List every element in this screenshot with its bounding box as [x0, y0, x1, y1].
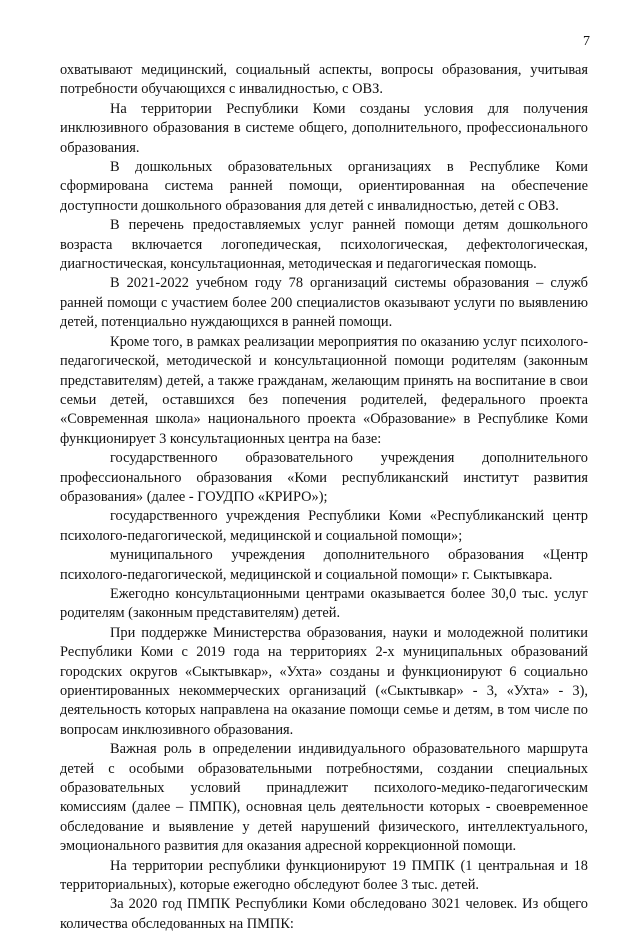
- paragraph-12: Важная роль в определении индивидуального образовательного маршрута детей с особыми образовательными потребностями, создании специальных образовательных условий принадлежит психолого-медико-педагогическим комиссиям (далее – ПМПК), основная цель деятельности которых - своевременное обследование и выявление у детей нарушений физического, интеллектуального, эмоционального развития для оказания адресной коррекционной помощи.: [60, 741, 588, 855]
- page-number: 7: [583, 34, 590, 49]
- paragraph-7: государственного образовательного учреждения дополнительного профессионального образования «Коми республиканский институт развития образования» (далее - ГОУДПО «КРИРО»);: [60, 450, 588, 505]
- paragraph-9: муниципального учреждения дополнительного образования «Центр психолого-педагогической, медицинской и социальной помощи» г. Сыктывкара.: [60, 547, 588, 583]
- paragraph-1: охватывают медицинский, социальный аспекты, вопросы образования, учитывая потребности обучающихся с инвалидностью, с ОВЗ.: [60, 62, 588, 98]
- paragraph-11: При поддержке Министерства образования, науки и молодежной политики Республики Коми с 2019 года на территориях 2-х муниципальных образований городских округов «Сыктывкар», «Ухта» созданы и функционируют 6 социально ориентированных некоммерческих организаций («Сыктывкар» - 3, «Ухта» - 3), деятельность которых направлена на оказание помощи семье и детям, в том числе по вопросам инклюзивного образования.: [60, 624, 588, 738]
- paragraph-2: На территории Республики Коми созданы условия для получения инклюзивного образования в системе общего, дополнительного, профессионального образования.: [60, 100, 588, 156]
- paragraph-3: В дошкольных образовательных организациях в Республике Коми сформирована система ранней помощи, ориентированная на обеспечение доступности дошкольного образования для детей с инвалидностью, детей с ОВЗ.: [60, 159, 588, 214]
- paragraph-10: Ежегодно консультационными центрами оказывается более 30,0 тыс. услуг родителям (законным представителям) детей.: [60, 585, 588, 622]
- document-body: [60, 61, 588, 934]
- paragraph-4: В перечень предоставляемых услуг ранней помощи детям дошкольного возраста включается логопедическая, психологическая, дефектологическая, диагностическая, консультационная, методическая и педагогическая помощь.: [60, 217, 588, 273]
- paragraph-13: На территории республики функционируют 19 ПМПК (1 центральная и 18 территориальных), которые ежегодно обследуют более 3 тыс. детей.: [60, 857, 588, 894]
- paragraph-8: государственного учреждения Республики Коми «Республиканский центр психолого-педагогической, медицинской и социальной помощи»;: [60, 508, 588, 544]
- paragraph-6: Кроме того, в рамках реализации мероприятия по оказанию услуг психолого-педагогической, методической и консультационной помощи родителям (законным представителям) детей, а также гражданам, желающим принять на воспитание в свои семьи детей, оставшихся без попечения родителей, федерального проекта «Современная школа» национального проекта «Образование» в Республике Коми функционирует 3 консультационных центра на базе:: [60, 333, 588, 447]
- paragraph-14: За 2020 год ПМПК Республики Коми обследовано 3021 человек. Из общего количества обследованных на ПМПК:: [60, 896, 588, 932]
- paragraph-5: В 2021-2022 учебном году 78 организаций системы образования – служб ранней помощи с участием более 200 специалистов оказывают услуги по выявлению детей, потенциально нуждающихся в ранней помощи.: [60, 275, 588, 331]
